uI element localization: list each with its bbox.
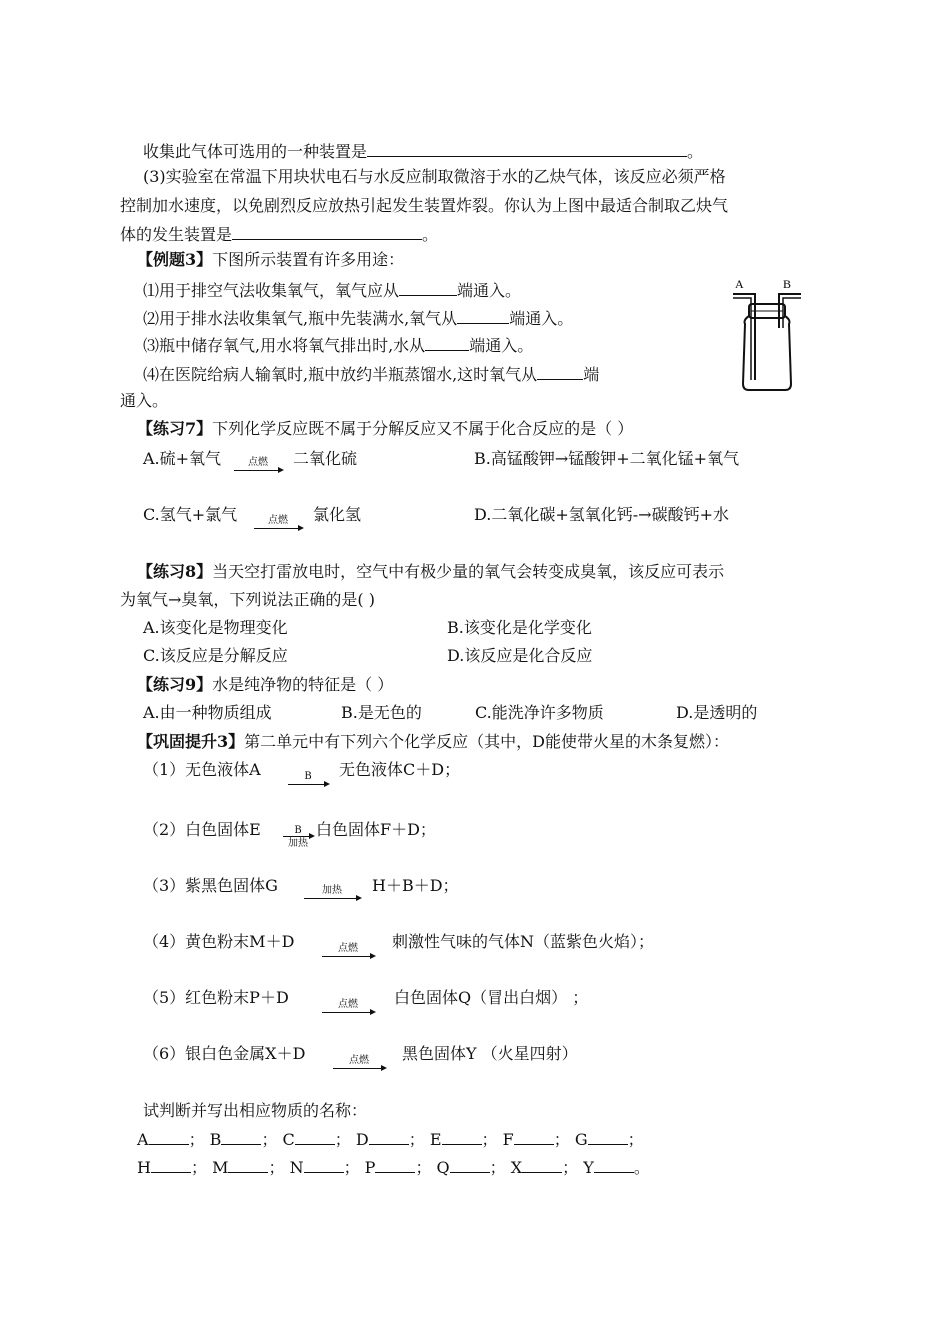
reaction-4-right: 刺激性气味的气体N（蓝紫色火焰）； [392,932,655,951]
ex7-a-cond: 点燃 [248,457,268,468]
p3-line1: (3)实验室在常温下用块状电石与水反应制取微溶于水的乙炔气体，该反应必须严格 [143,167,726,186]
ex9-heading [137,675,393,695]
bottle-label-b: B [783,277,792,291]
answer-blank-x[interactable] [522,1158,562,1173]
consolidate-heading [137,732,729,752]
reaction-3-right: H＋B＋D； [372,876,459,895]
reaction-6-arrow [333,1056,385,1069]
answer-blank-h[interactable] [151,1158,191,1173]
sep: ； [188,1130,205,1149]
reaction-5-cond: 点燃 [338,999,358,1010]
reaction-3-left: （3）紫黑色固体G [143,876,278,895]
example3-tag: 【例题3】 [137,250,213,269]
reaction-1-cond: B [304,771,312,782]
answer-row-2 [137,1158,650,1178]
reaction-3-cond: 加热 [322,885,342,896]
answer-label-e: E [429,1130,442,1149]
example3-item-3 [143,334,533,356]
sep: ； [190,1158,207,1177]
answer-label-y: Y [583,1158,594,1177]
sep: ； [261,1130,278,1149]
answer-blank-a[interactable] [149,1130,189,1145]
ex8-option-d: D.该反应是化合反应 [447,646,593,665]
ex8-line1 [137,562,724,582]
collect-blank[interactable] [367,140,687,157]
collect-line [143,140,703,162]
collect-text: 收集此气体可选用的一种装置是 [143,142,368,161]
reaction-6-cond: 点燃 [349,1055,369,1066]
ex7-option-a-left: A.硫+氧气 [143,449,222,468]
answer-label-h: H [137,1158,151,1177]
answer-blank-g[interactable] [588,1130,628,1145]
example3-item-1 [143,279,521,301]
sep: ； [489,1158,506,1177]
consolidate-tag: 【巩固提升3】 [137,732,245,751]
reaction-1-left: （1）无色液体A [143,760,261,779]
item-1-blank[interactable] [399,279,457,296]
answer-blank-p[interactable] [375,1158,415,1173]
answer-blank-f[interactable] [514,1130,554,1145]
reaction-5-right: 白色固体Q（冒出白烟） ； [394,988,589,1007]
generator-blank[interactable] [232,223,422,240]
p3-line3-wrap [120,223,438,245]
answer-label-n: N [289,1158,304,1177]
reaction-5-arrow [322,1000,374,1013]
ex7-tag: 【练习7】 [137,419,213,438]
gas-bottle-diagram [725,276,815,396]
answer-blank-b[interactable] [221,1130,261,1145]
item-1-pre: ⑴用于排空气法收集氧气，氧气应从 [143,281,400,300]
reaction-2-below: 加热 [288,838,308,849]
answer-blank-e[interactable] [442,1130,482,1145]
item-3-blank[interactable] [425,334,469,351]
answer-blank-d[interactable] [369,1130,409,1145]
answer-label-g: G [574,1130,588,1149]
answer-blank-q[interactable] [450,1158,490,1173]
ex7-option-b: B.高锰酸钾→锰酸钾+二氧化锰+氧气 [474,449,740,468]
item-2-post: 端通入。 [509,309,574,328]
item-2-pre: ⑵用于排水法收集氧气,瓶中先装满水,氧气从 [143,309,458,328]
item-4-pre: ⑷在医院给病人输氧时,瓶中放约半瓶蒸馏水,这时氧气从 [143,365,538,384]
reaction-1-arrow [288,772,328,785]
sep: ； [343,1158,360,1177]
ex8-option-c: C.该反应是分解反应 [143,646,288,665]
reaction-6-left: （6）银白色金属X＋D [143,1044,306,1063]
reaction-1-right: 无色液体C＋D； [339,760,461,779]
ex7-option-c-right: 氯化氢 [313,505,362,524]
ex9-text: 水是纯净物的特征是（ ） [212,675,394,694]
answer-label-q: Q [436,1158,450,1177]
answer-blank-y[interactable] [594,1158,634,1173]
end-mark: 。 [633,1158,650,1177]
reaction-4-left: （4）黄色粉末M＋D [143,932,295,951]
sep: ； [408,1130,425,1149]
collect-end: 。 [687,142,704,161]
ex9-tag: 【练习9】 [137,675,213,694]
reaction-3-arrow [304,886,360,899]
reaction-2-left: （2）白色固体E [143,820,261,839]
item-2-blank[interactable] [457,307,509,324]
answer-label-p: P [364,1158,376,1177]
item-4-blank[interactable] [537,363,583,380]
item-3-pre: ⑶瓶中储存氧气,用水将氧气排出时,水从 [143,336,426,355]
answer-label-c: C [282,1130,295,1149]
answer-label-b: B [209,1130,222,1149]
reaction-2-arrow [283,826,313,849]
ex8-line2: 为氧气→臭氧，下列说法正确的是( ) [120,590,375,609]
ex8-option-a: A.该变化是物理变化 [143,618,288,637]
bottle-label-a: A [735,277,744,291]
answer-label-m: M [212,1158,229,1177]
p3-line2: 控制加水速度，以免剧烈反应放热引起发生装置炸裂。你认为上图中最适合制取乙炔气 [120,196,729,215]
reaction-5-left: （5）红色粉末P＋D [143,988,289,1007]
sep: ； [268,1158,285,1177]
consolidate-text: 第二单元中有下列六个化学反应（其中，D能使带火星的木条复燃）： [244,732,729,751]
p3-line3: 体的发生装置是 [120,225,233,244]
ex8-option-b: B.该变化是化学变化 [447,618,592,637]
example3-text: 下图所示装置有许多用途： [212,250,405,269]
reaction-6-right: 黑色固体Y （火星四射） [402,1044,578,1063]
reaction-4-cond: 点燃 [338,943,358,954]
sep: ； [553,1130,570,1149]
ex7-heading [137,419,633,439]
example3-item-4-cont: 通入。 [120,391,169,410]
ex7-text: 下列化学反应既不属于分解反应又不属于化合反应的是（ ） [212,419,634,438]
example3-item-2 [143,307,573,329]
ex7-option-c-left: C.氢气+氯气 [143,505,238,524]
answer-row-1 [137,1130,644,1150]
answer-label-a: A [137,1130,149,1149]
sep: ； [481,1130,498,1149]
ex8-tag: 【练习8】 [137,562,213,581]
sep: ； [415,1158,432,1177]
p3-end: 。 [422,225,439,244]
ex7-option-a-right: 二氧化硫 [293,449,358,468]
answer-blank-m[interactable] [228,1158,268,1173]
example3-item-4 [143,363,599,385]
answer-label-f: F [502,1130,514,1149]
ex9-option-c: C.能洗净许多物质 [475,703,604,722]
ex7-option-d: D.二氧化碳+氢氧化钙-→碳酸钙+水 [474,505,729,524]
ex9-option-b: B.是无色的 [341,703,422,722]
answer-label-x: X [510,1158,523,1177]
item-3-post: 端通入。 [469,336,534,355]
judge-prompt: 试判断并写出相应物质的名称： [143,1101,368,1120]
answer-blank-n[interactable] [304,1158,344,1173]
reaction-2-cond: B [294,825,302,836]
sep: ； [334,1130,351,1149]
answer-blank-c[interactable] [295,1130,335,1145]
ex9-option-d: D.是透明的 [676,703,758,722]
reaction-4-arrow [322,944,374,957]
item-4-post: 端 [583,365,600,384]
reaction-2-right: 白色固体F＋D； [316,820,436,839]
ex7-a-arrow [234,458,282,471]
ex8-text1: 当天空打雷放电时，空气中有极少量的氧气会转变成臭氧，该反应可表示 [212,562,725,581]
example3-heading [137,250,404,270]
ex7-c-arrow [254,516,302,529]
sep: ； [627,1130,644,1149]
ex9-option-a: A.由一种物质组成 [143,703,272,722]
sep: ； [562,1158,579,1177]
answer-label-d: D [355,1130,369,1149]
item-1-post: 端通入。 [457,281,522,300]
ex7-c-cond: 点燃 [268,515,288,526]
